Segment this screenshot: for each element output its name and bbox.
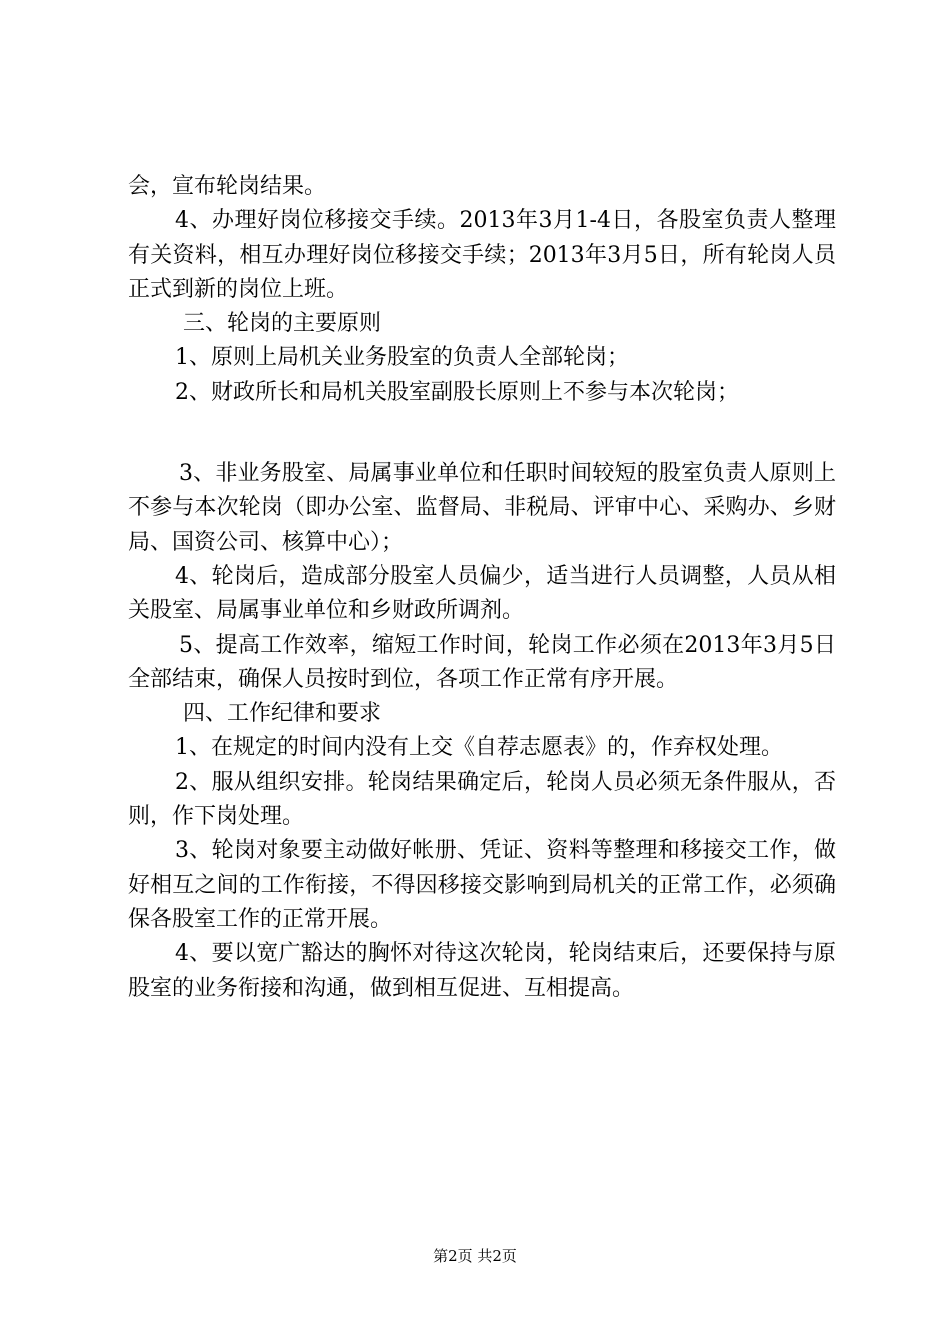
section-heading-principles: 三、轮岗的主要原则	[183, 311, 382, 337]
document-body	[128, 170, 836, 1006]
paragraph-principle-3: 3、非业务股室、局属事业单位和任职时间较短的股室负责人原则上不参与本次轮岗（即办公室、监督局、非税局、评审中心、采购办、乡财局、国资公司、核算中心）；	[128, 461, 836, 555]
page-number: 第2页 共2页	[433, 1247, 517, 1265]
paragraph-handover-procedure: 4、办理好岗位移接交手续。2013年3月1-4日，各股室负责人整理有关资料，相互办理好岗位移接交手续；2013年3月5日，所有轮岗人员正式到新的岗位上班。	[128, 208, 836, 302]
paragraph-continuation: 会，宣布轮岗结果。	[128, 174, 327, 199]
paragraph-principle-1: 1、原则上局机关业务股室的负责人全部轮岗；	[175, 345, 629, 371]
paragraph-principle-5: 5、提高工作效率，缩短工作时间，轮岗工作必须在2013年3月5日全部结束，确保人员按时到位，各项工作正常有序开展。	[128, 632, 836, 692]
section-heading-discipline: 四、工作纪律和要求	[183, 701, 382, 727]
paragraph-principle-2: 2、财政所长和局机关股室副股长原则上不参与本次轮岗；	[175, 379, 739, 405]
paragraph-requirement-1: 1、在规定的时间内没有上交《自荐志愿表》的，作弃权处理。	[175, 735, 783, 761]
page-footer	[0, 1246, 950, 1266]
paragraph-requirement-4: 4、要以宽广豁达的胸怀对待这次轮岗，轮岗结束后，还要保持与原股室的业务衔接和沟通，做到相互促进、互相提高。	[128, 941, 836, 1001]
paragraph-requirement-2: 2、服从组织安排。轮岗结果确定后，轮岗人员必须无条件服从，否则，作下岗处理。	[128, 769, 836, 830]
paragraph-requirement-3: 3、轮岗对象要主动做好帐册、凭证、资料等整理和移接交工作，做好相互之间的工作衔接，不得因移接交影响到局机关的正常工作，必须确保各股室工作的正常开展。	[128, 838, 836, 932]
paragraph-principle-4: 4、轮岗后，造成部分股室人员偏少，适当进行人员调整，人员从相关股室、局属事业单位和乡财政所调剂。	[128, 563, 836, 624]
